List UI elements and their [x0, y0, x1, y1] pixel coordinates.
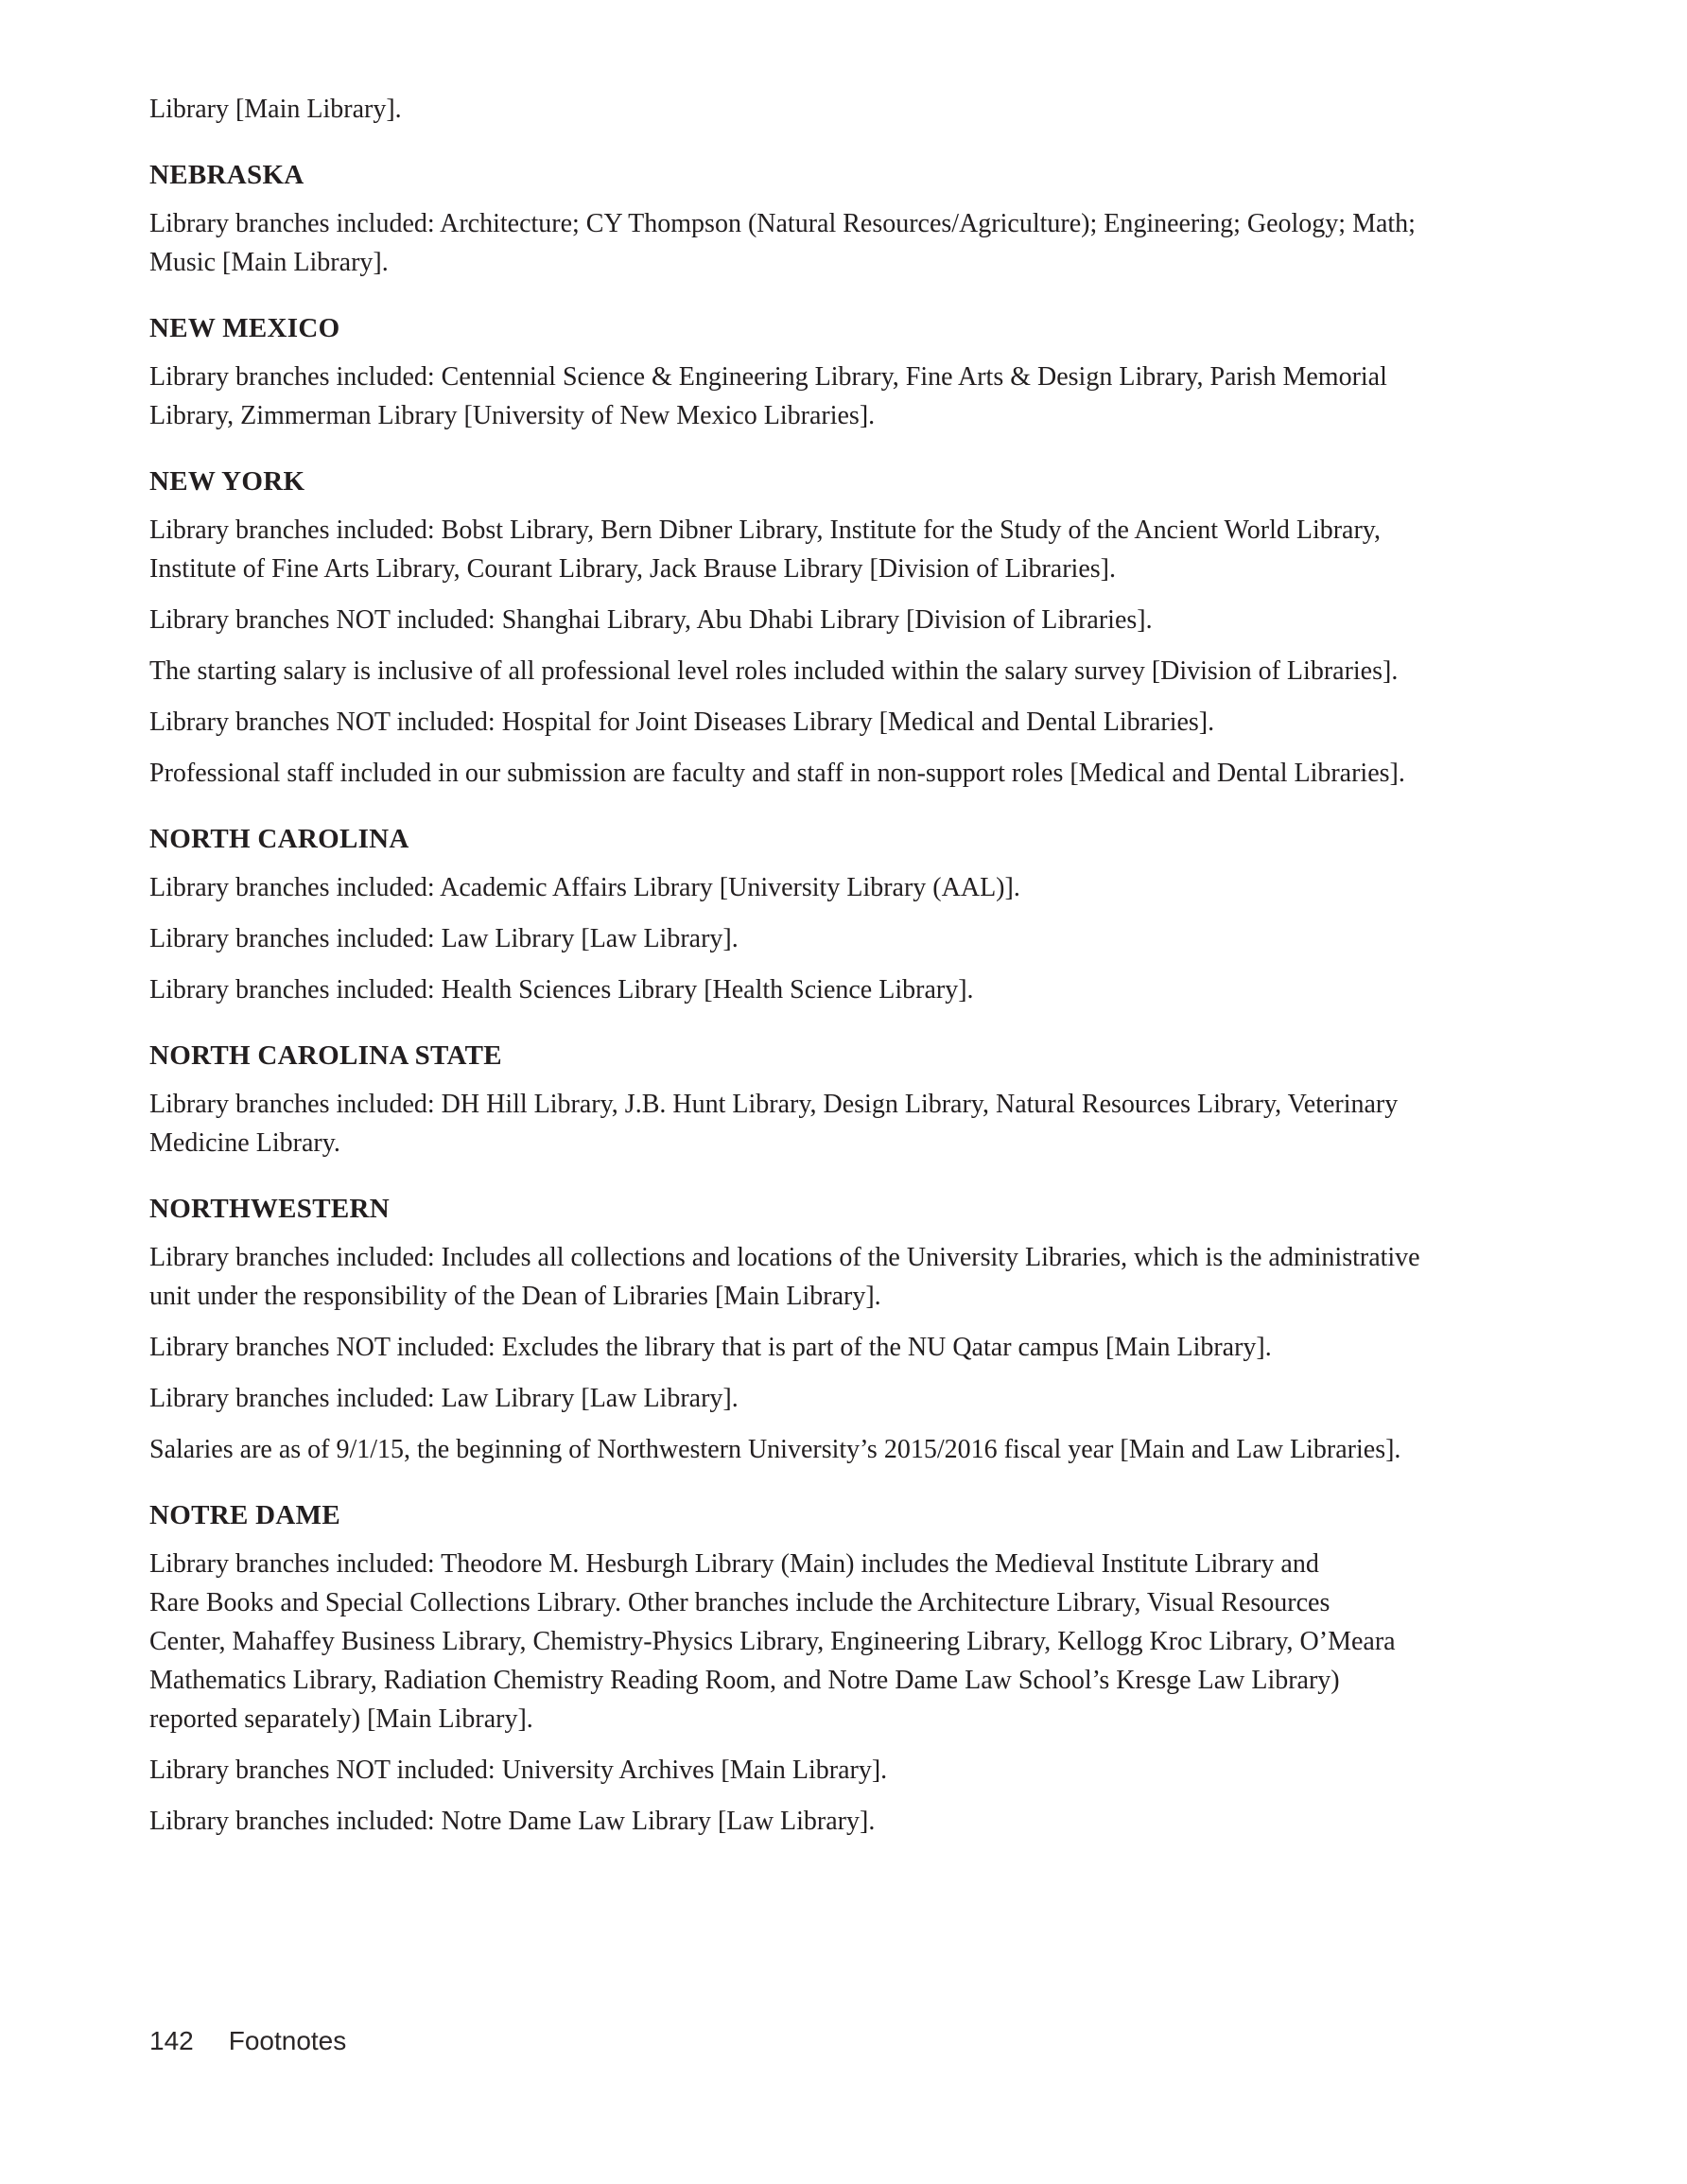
- footnote-line: unit under the responsibility of the Dean of Libraries [Main Library].: [149, 1282, 881, 1311]
- footnote-paragraph: [149, 919, 1545, 958]
- section-heading: NORTH CAROLINA STATE: [149, 1040, 502, 1071]
- footnote-section: [149, 312, 1545, 435]
- footnote-paragraph: [149, 601, 1545, 639]
- footnote-section: [149, 1040, 1545, 1162]
- footnote-line: Mathematics Library, Radiation Chemistry Reading Room, and Notre Dame Law School’s Kresge Law Library): [149, 1666, 1340, 1695]
- footnote-section: [149, 159, 1545, 282]
- footnote-paragraph: [149, 1430, 1545, 1469]
- footnote-line: Library branches included: Theodore M. Hesburgh Library (Main) includes the Medieval Institute Library and: [149, 1549, 1319, 1579]
- footnote-line: Library branches NOT included: Shanghai Library, Abu Dhabi Library [Division of Libraries].: [149, 605, 1153, 635]
- footnote-line: Library branches NOT included: Excludes the library that is part of the NU Qatar campus [Main Library].: [149, 1333, 1272, 1362]
- footnote-paragraph: [149, 970, 1545, 1009]
- footnote-line: reported separately) [Main Library].: [149, 1704, 533, 1734]
- footnote-line: Institute of Fine Arts Library, Courant Library, Jack Brause Library [Division of Libraries].: [149, 554, 1116, 584]
- footnote-paragraph: [149, 868, 1545, 907]
- page-number: 142: [149, 2026, 194, 2055]
- footnote-line: Library [Main Library].: [149, 95, 402, 124]
- footnote-line: Library branches included: Notre Dame Law Library [Law Library].: [149, 1807, 876, 1836]
- section-heading: NEW MEXICO: [149, 313, 340, 343]
- footnote-line: Library branches included: Health Sciences Library [Health Science Library].: [149, 975, 974, 1005]
- footnote-line: Music [Main Library].: [149, 248, 389, 277]
- section-heading: NORTHWESTERN: [149, 1194, 390, 1224]
- footnote-line: Library, Zimmerman Library [University of New Mexico Libraries].: [149, 401, 876, 430]
- footnote-paragraph: [149, 1545, 1545, 1738]
- footnote-paragraph: [149, 358, 1545, 435]
- footnote-line: Library branches included: Law Library [Law Library].: [149, 924, 739, 953]
- page-footer: [149, 2026, 346, 2056]
- footnotes-content: [149, 90, 1545, 1853]
- footnote-section: [149, 823, 1545, 1009]
- footnote-line: Salaries are as of 9/1/15, the beginning of Northwestern University’s 2015/2016 fiscal year [Main and Law Libraries].: [149, 1435, 1401, 1464]
- footnote-line: Professional staff included in our submission are faculty and staff in non-support roles [Medical and Dental Libraries].: [149, 759, 1405, 788]
- footnote-paragraph: [149, 1751, 1545, 1790]
- section-heading: NORTH CAROLINA: [149, 824, 409, 854]
- footnote-section: [149, 465, 1545, 793]
- footnote-paragraph: [149, 1802, 1545, 1841]
- footnote-line: Library branches included: Includes all collections and locations of the University Libraries, which is the administrative: [149, 1243, 1420, 1272]
- footnote-section: [149, 1499, 1545, 1841]
- footnote-line: Library branches NOT included: Hospital for Joint Diseases Library [Medical and Dental Libraries].: [149, 708, 1215, 737]
- footnote-line: Library branches included: DH Hill Library, J.B. Hunt Library, Design Library, Natural Resources Library, Veterinary: [149, 1090, 1399, 1119]
- section-heading: NOTRE DAME: [149, 1500, 340, 1530]
- footnote-section: [149, 90, 1545, 129]
- footnote-paragraph: [149, 652, 1545, 690]
- footnote-line: Medicine Library.: [149, 1128, 340, 1158]
- footnote-line: Rare Books and Special Collections Library. Other branches include the Architecture Library, Visual Resources: [149, 1588, 1330, 1617]
- footnote-line: Library branches included: Academic Affairs Library [University Library (AAL)].: [149, 873, 1020, 902]
- section-heading: NEBRASKA: [149, 160, 304, 190]
- footnote-paragraph: [149, 511, 1545, 588]
- footnote-line: Library branches included: Bobst Library, Bern Dibner Library, Institute for the Study of the Ancient World Library,: [149, 515, 1381, 545]
- footnote-section: [149, 1193, 1545, 1469]
- footnote-paragraph: [149, 754, 1545, 793]
- footnote-paragraph: [149, 1379, 1545, 1418]
- footnote-line: Center, Mahaffey Business Library, Chemistry-Physics Library, Engineering Library, Kellogg Kroc Library, O’Meara: [149, 1627, 1396, 1656]
- section-heading: NEW YORK: [149, 466, 305, 497]
- footer-section-label: Footnotes: [228, 2026, 347, 2055]
- footnote-paragraph: [149, 90, 1545, 129]
- footnote-paragraph: [149, 703, 1545, 742]
- footnote-paragraph: [149, 1238, 1545, 1316]
- footnote-line: Library branches included: Law Library [Law Library].: [149, 1384, 739, 1413]
- footnote-paragraph: [149, 1085, 1545, 1162]
- footnote-line: Library branches NOT included: University Archives [Main Library].: [149, 1756, 888, 1785]
- footnote-paragraph: [149, 204, 1545, 282]
- footnote-line: The starting salary is inclusive of all professional level roles included within the salary survey [Division of Libraries].: [149, 656, 1399, 686]
- footnote-paragraph: [149, 1328, 1545, 1367]
- footnote-line: Library branches included: Centennial Science & Engineering Library, Fine Arts & Design Library, Parish Memorial: [149, 362, 1387, 392]
- footnote-line: Library branches included: Architecture; CY Thompson (Natural Resources/Agriculture); Engineering; Geology; Math;: [149, 209, 1416, 238]
